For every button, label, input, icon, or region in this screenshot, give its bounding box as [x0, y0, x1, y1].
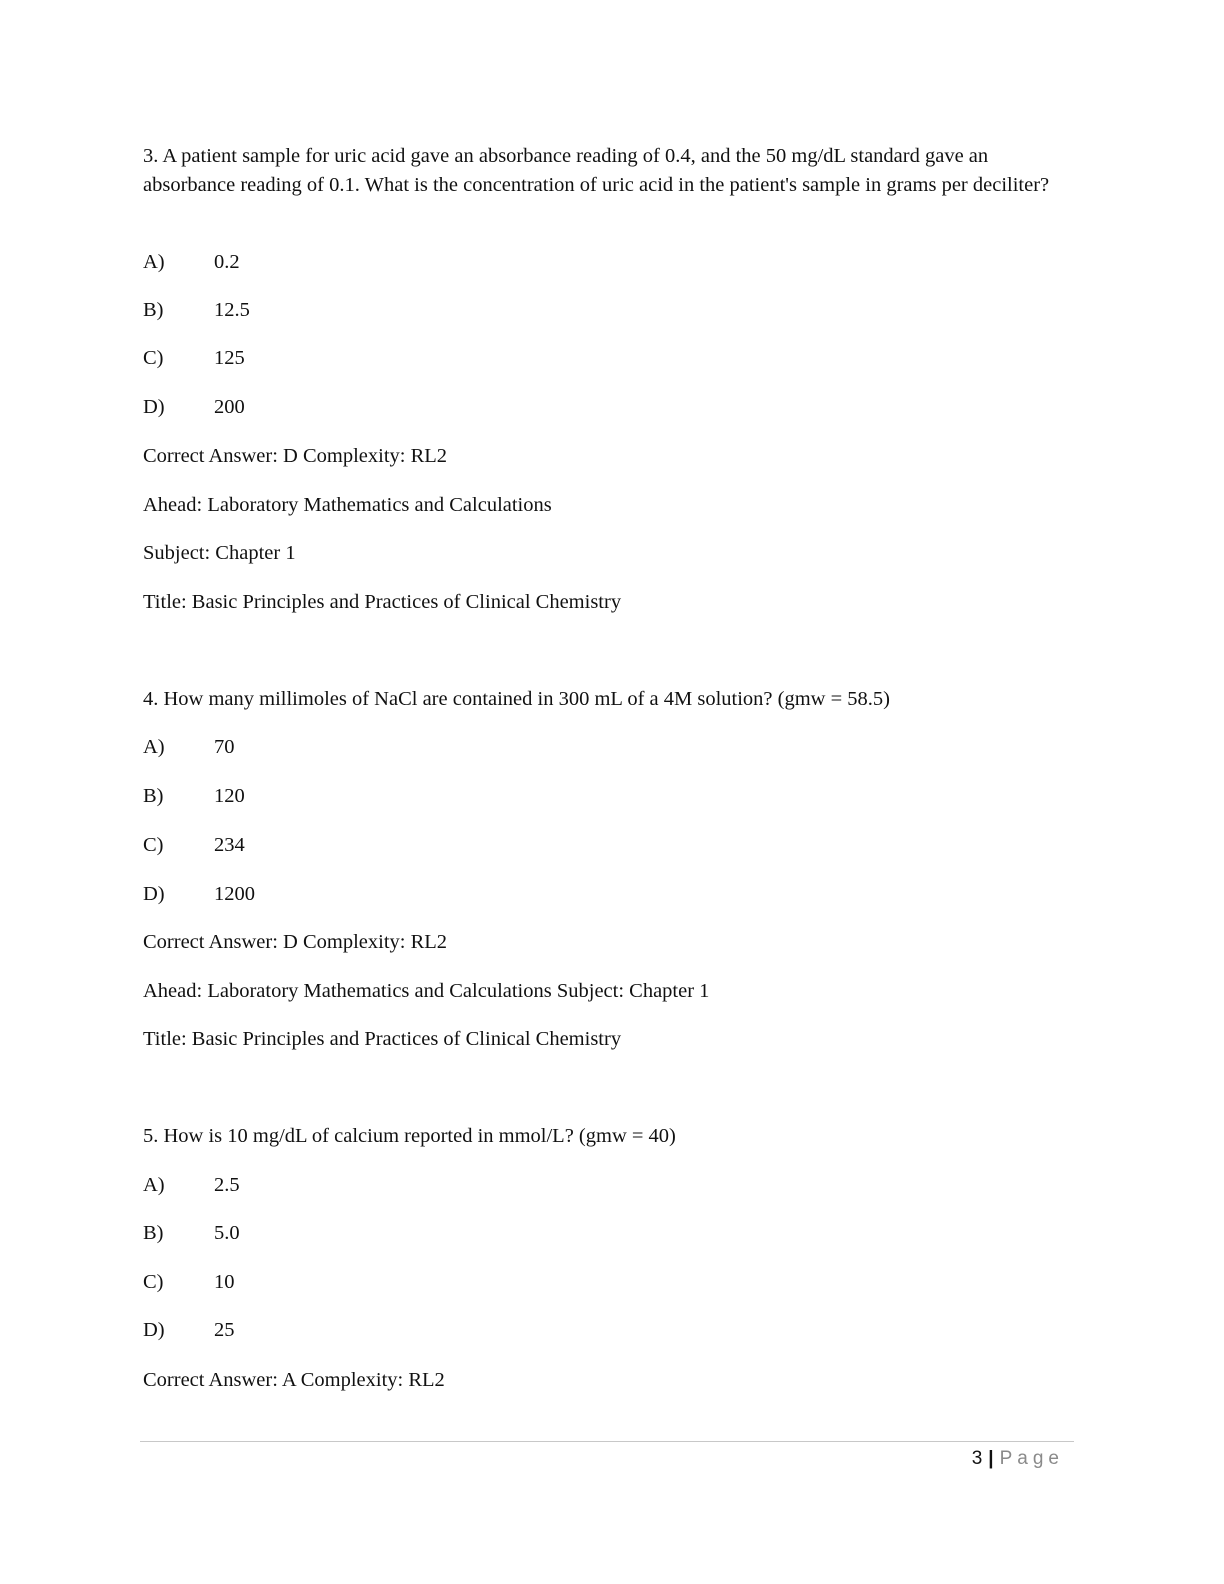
question-3-option-a-letter: A) — [143, 251, 165, 273]
question-5-option-b-letter: B) — [143, 1222, 164, 1244]
question-5-option-c-letter: C) — [143, 1271, 164, 1293]
question-3-option-c-letter: C) — [143, 347, 164, 369]
question-5-option-b-value: 5.0 — [214, 1222, 240, 1244]
question-3-option-b-letter: B) — [143, 299, 164, 321]
question-5-option-d-letter: D) — [143, 1319, 165, 1341]
question-3-ahead: Ahead: Laboratory Mathematics and Calculations — [143, 494, 552, 516]
question-5-text: 5. How is 10 mg/dL of calcium reported in mmol/L? (gmw = 40) — [143, 1125, 676, 1147]
question-3-option-d-letter: D) — [143, 396, 165, 418]
question-4-ahead-subject: Ahead: Laboratory Mathematics and Calculations Subject: Chapter 1 — [143, 980, 710, 1002]
page-number: 3 — [971, 1448, 983, 1469]
question-3-subject: Subject: Chapter 1 — [143, 542, 296, 564]
question-4-option-b-letter: B) — [143, 785, 164, 807]
question-4-option-a-letter: A) — [143, 736, 165, 758]
question-4-option-d-value: 1200 — [214, 883, 255, 905]
page-label: Page — [999, 1448, 1064, 1469]
question-4-option-a-value: 70 — [214, 736, 235, 758]
page-separator: | — [988, 1448, 994, 1469]
question-3-option-d-value: 200 — [214, 396, 245, 418]
question-4-option-b-value: 120 — [214, 785, 245, 807]
question-5-option-a-letter: A) — [143, 1174, 165, 1196]
question-4-answer: Correct Answer: D Complexity: RL2 — [143, 931, 448, 953]
question-5-option-d-value: 25 — [214, 1319, 235, 1341]
question-5-option-a-value: 2.5 — [214, 1174, 240, 1196]
question-4-option-d-letter: D) — [143, 883, 165, 905]
question-5-option-c-value: 10 — [214, 1271, 235, 1293]
question-3-answer: Correct Answer: D Complexity: RL2 — [143, 445, 448, 467]
question-3-option-c-value: 125 — [214, 347, 245, 369]
question-3-option-b-value: 12.5 — [214, 299, 250, 321]
question-4-option-c-value: 234 — [214, 834, 245, 856]
question-4-title: Title: Basic Principles and Practices of Clinical Chemistry — [143, 1028, 622, 1050]
footer-divider — [140, 1441, 1074, 1442]
question-3-title: Title: Basic Principles and Practices of Clinical Chemistry — [143, 591, 622, 613]
question-5-answer: Correct Answer: A Complexity: RL2 — [143, 1369, 445, 1391]
question-4-option-c-letter: C) — [143, 834, 164, 856]
question-3-option-a-value: 0.2 — [214, 251, 240, 273]
question-3-text: 3. A patient sample for uric acid gave an absorbance reading of 0.4, and the 50 mg/dL standard gave an absorbance reading of 0.1. What is the concentration of uric acid in the patient's sample in grams per deciliter? — [143, 145, 1050, 196]
question-4-text: 4. How many millimoles of NaCl are contained in 300 mL of a 4M solution? (gmw = 58.5) — [143, 688, 890, 710]
page-footer — [972, 1446, 1064, 1472]
